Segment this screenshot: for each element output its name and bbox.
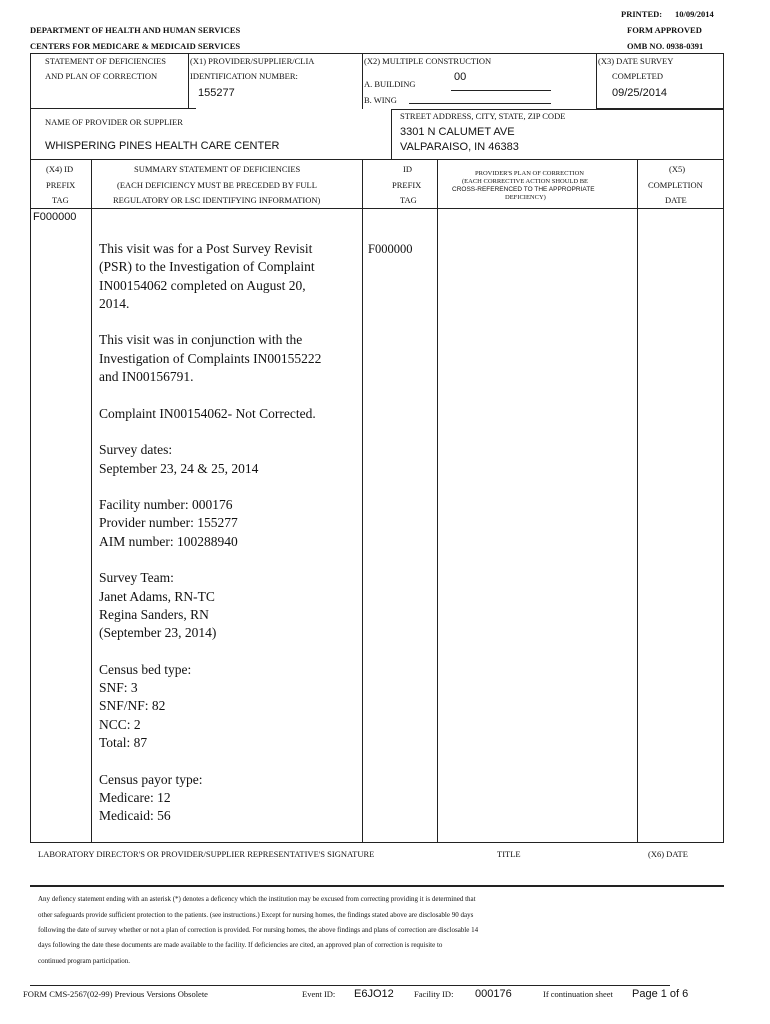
facility-id-label: Facility ID: xyxy=(414,989,454,999)
para1-line4: 2014. xyxy=(99,295,130,311)
para2-line3: and IN00156791. xyxy=(99,369,194,385)
para2-line1: This visit was in conjunction with the xyxy=(99,332,303,348)
x6-date-label: (X6) DATE xyxy=(648,849,688,859)
provider-address-divider xyxy=(391,109,392,160)
x1-label-line1: (X1) PROVIDER/SUPPLIER/CLIA xyxy=(190,56,315,66)
x5-header-line1: (X5) xyxy=(669,164,686,174)
para7-line3: SNF/NF: 82 xyxy=(99,698,166,714)
plan-header-line3: CROSS-REFERENCED TO THE APPROPRIATE xyxy=(452,186,595,193)
id-header-line2: PREFIX xyxy=(392,180,422,190)
footnote-line4: days following the date these documents are made available to the facility. If deficiencies are cited, an approved plan of correction is requisite to xyxy=(38,941,443,949)
x1-value: 155277 xyxy=(198,87,235,99)
box-divider-2 xyxy=(362,53,363,109)
continuation-sheet-label: If continuation sheet xyxy=(543,989,613,999)
para4-line2: September 23, 24 & 25, 2014 xyxy=(99,460,259,476)
printed-label: PRINTED: xyxy=(621,9,663,19)
footer-rule xyxy=(30,985,670,986)
address-line2: VALPARAISO, IN 46383 xyxy=(400,141,519,153)
provider-name: WHISPERING PINES HEALTH CARE CENTER xyxy=(45,140,280,152)
footnote-line3: following the date of survey whether or not a plan of correction is provided. For nursing homes, the above findings and plans of correction are disclosable 14 xyxy=(38,926,479,934)
event-id-value: E6JO12 xyxy=(354,988,394,1000)
form-approved: FORM APPROVED xyxy=(627,25,702,35)
centers-title: CENTERS FOR MEDICARE & MEDICAID SERVICES xyxy=(30,41,241,51)
x5-header-line3: DATE xyxy=(665,195,687,205)
para8-line2: Medicare: 12 xyxy=(99,789,171,805)
para6-line3: Regina Sanders, RN xyxy=(99,606,209,622)
x4-header-line2: PREFIX xyxy=(46,180,76,190)
para1-line3: IN00154062 completed on August 20, xyxy=(99,277,306,293)
x2-label: (X2) MULTIPLE CONSTRUCTION xyxy=(364,56,492,66)
facility-id-value: 000176 xyxy=(475,988,512,1000)
para6-line2: Janet Adams, RN-TC xyxy=(99,588,215,604)
para7-line4: NCC: 2 xyxy=(99,716,141,732)
page-number: Page 1 of 6 xyxy=(632,988,689,1000)
para5-line3: AIM number: 100288940 xyxy=(99,533,238,549)
x3-value: 09/25/2014 xyxy=(612,87,668,99)
para2-line2: Investigation of Complaints IN00155222 xyxy=(99,350,322,366)
department-title: DEPARTMENT OF HEALTH AND HUMAN SERVICES xyxy=(30,25,241,35)
box1-left-border xyxy=(30,53,31,109)
wing-label: B. WING xyxy=(364,95,397,105)
box-divider-3 xyxy=(596,53,597,109)
main-left-border xyxy=(30,160,31,843)
plan-header-line1: PROVIDER'S PLAN OF CORRECTION xyxy=(475,170,584,177)
para1-line1: This visit was for a Post Survey Revisit xyxy=(99,241,313,256)
building-value: 00 xyxy=(454,71,467,83)
x4-header-line1: (X4) ID xyxy=(46,164,74,174)
lab-director-signature-label: LABORATORY DIRECTOR'S OR PROVIDER/SUPPLIER REPRESENTATIVE'S SIGNATURE xyxy=(38,849,375,859)
footnote-line5: continued program participation. xyxy=(38,957,130,965)
statement-label-line2: AND PLAN OF CORRECTION xyxy=(45,71,158,81)
para4-line1: Survey dates: xyxy=(99,442,173,458)
para3-line1: Complaint IN00154062- Not Corrected. xyxy=(99,405,316,421)
title-label: TITLE xyxy=(497,849,521,859)
address-line1: 3301 N CALUMET AVE xyxy=(400,126,515,138)
statement-label-line1: STATEMENT OF DEFICIENCIES xyxy=(45,56,167,66)
event-id-label: Event ID: xyxy=(302,989,336,999)
para7-line5: Total: 87 xyxy=(99,735,148,751)
summary-header-line3: REGULATORY OR LSC IDENTIFYING INFORMATION) xyxy=(113,195,321,205)
omb-number: OMB NO. 0938-0391 xyxy=(627,41,704,51)
footnote-line2: other safeguards provide sufficient protection to the patients. (see instructions.) Except for nursing homes, the findings stated above are disclosable 90 days xyxy=(38,911,474,919)
provider-box-bottom xyxy=(30,159,724,160)
summary-header-line2: (EACH DEFICIENCY MUST BE PRECEDED BY FULL xyxy=(117,180,317,190)
para5-line2: Provider number: 155277 xyxy=(99,515,238,531)
para7-line2: SNF: 3 xyxy=(99,680,138,696)
main-right-border xyxy=(723,160,724,843)
plan-header-line2: (EACH CORRECTIVE ACTION SHOULD BE xyxy=(462,178,589,185)
col-divider-1 xyxy=(91,160,92,843)
para7-line1: Census bed type: xyxy=(99,661,192,677)
para5-line1: Facility number: 000176 xyxy=(99,497,233,513)
x3-label-line1: (X3) DATE SURVEY xyxy=(598,56,674,66)
address-box-top xyxy=(391,109,724,110)
plan-header-line4: DEFICIENCY) xyxy=(505,194,546,201)
wing-underline xyxy=(409,103,551,104)
provider-name-label: NAME OF PROVIDER OR SUPPLIER xyxy=(45,117,183,127)
left-prefix-tag: F000000 xyxy=(33,211,77,223)
footnote-line1: Any defiency statement ending with an asterisk (*) denotes a deficency which the institution may be excused from correcting providing it is determined that xyxy=(38,895,476,903)
para6-line4: (September 23, 2014) xyxy=(99,625,217,641)
col-divider-4 xyxy=(637,160,638,843)
header-row-bottom xyxy=(30,208,724,209)
building-underline xyxy=(451,90,551,91)
box-divider-1 xyxy=(188,53,189,109)
address-label: STREET ADDRESS, CITY, STATE, ZIP CODE xyxy=(400,111,566,121)
right-prefix-tag: F000000 xyxy=(368,242,413,256)
building-label: A. BUILDING xyxy=(364,79,416,89)
form-cms-label: FORM CMS-2567(02-99) Previous Versions Obsolete xyxy=(23,989,208,999)
address-box-right xyxy=(723,109,724,160)
signature-row-bottom xyxy=(30,885,724,887)
para8-line3: Medicaid: 56 xyxy=(99,808,171,824)
x3-label-line2: COMPLETED xyxy=(612,71,663,81)
box-right-border xyxy=(723,53,724,109)
box1-bottom-border xyxy=(30,108,196,109)
para8-line1: Census payor type: xyxy=(99,771,203,787)
col-divider-3 xyxy=(437,160,438,843)
id-header-line1: ID xyxy=(403,164,412,174)
x5-header-line2: COMPLETION xyxy=(648,180,703,190)
main-bottom-border xyxy=(30,842,724,843)
para1-line2: (PSR) to the Investigation of Complaint xyxy=(99,259,315,275)
summary-header-line1: SUMMARY STATEMENT OF DEFICIENCIES xyxy=(134,164,301,174)
printed-date: 10/09/2014 xyxy=(675,9,714,19)
col-divider-2 xyxy=(362,160,363,843)
table-top-border xyxy=(30,53,724,54)
id-header-line3: TAG xyxy=(400,195,417,205)
x1-label-line2: IDENTIFICATION NUMBER: xyxy=(190,71,298,81)
para6-line1: Survey Team: xyxy=(99,570,174,586)
summary-statement xyxy=(99,240,357,826)
x4-header-line3: TAG xyxy=(52,195,69,205)
provider-box-left xyxy=(30,109,31,160)
